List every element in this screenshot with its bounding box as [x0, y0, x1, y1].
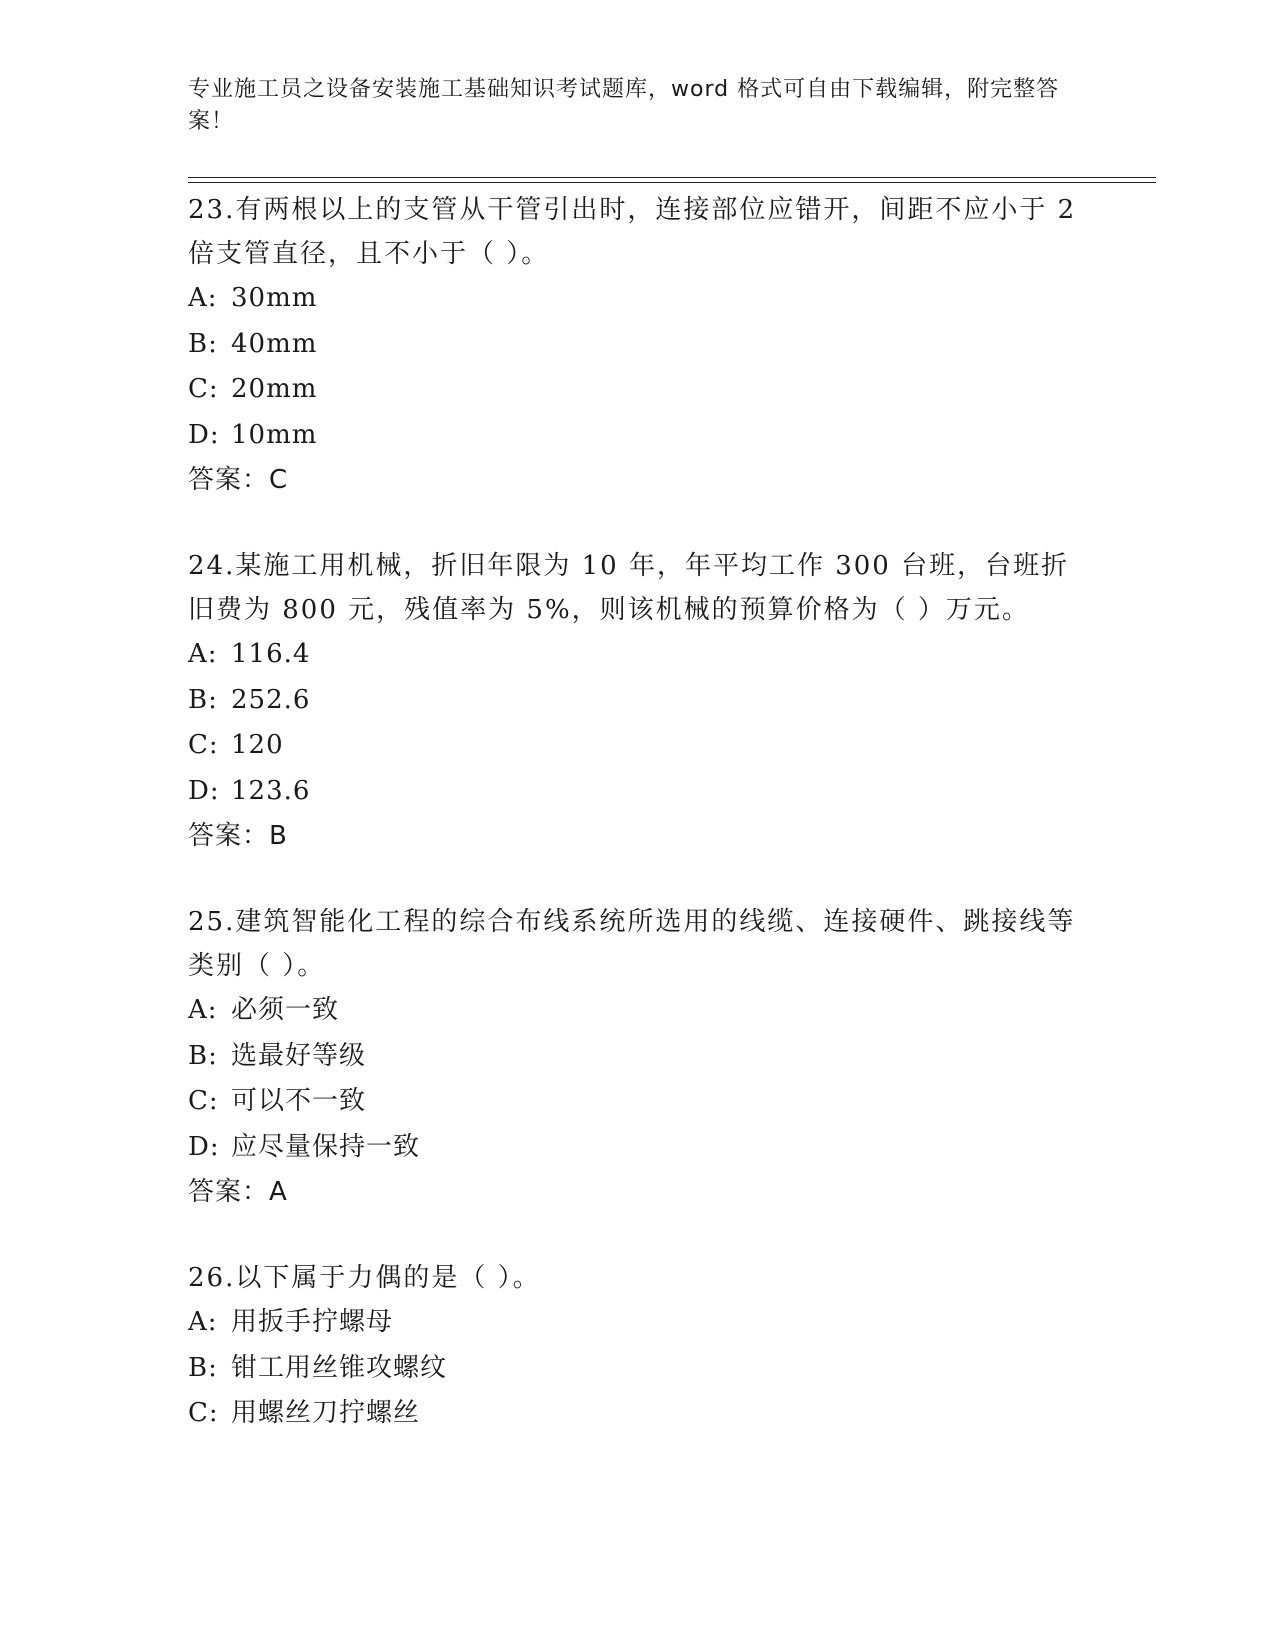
option-a: [188, 988, 1088, 1034]
option-a: [188, 632, 1088, 678]
option-b: [188, 1346, 1088, 1392]
option-text: 10mm: [231, 419, 318, 450]
option-letter: C:: [188, 374, 219, 404]
question-23: [188, 188, 1088, 502]
option-c: [188, 723, 1088, 769]
document-header: 专业施工员之设备安装施工基础知识考试题库，word 格式可自由下载编辑，附完整答案！: [188, 77, 1060, 134]
option-d: [188, 413, 1088, 459]
option-c: [188, 1079, 1088, 1125]
option-d: [188, 769, 1088, 815]
question-list: [188, 188, 1088, 1479]
option-text: 应尽量保持一致: [231, 1131, 421, 1162]
option-text: 120: [231, 730, 284, 760]
option-text: 123.6: [231, 775, 311, 806]
question-25: [188, 900, 1088, 1214]
option-text: 可以不一致: [231, 1086, 367, 1116]
option-text: 20mm: [231, 374, 318, 404]
option-text: 30mm: [231, 283, 318, 313]
option-text: 用螺丝刀拧螺丝: [231, 1398, 421, 1428]
question-text: 25.建筑智能化工程的综合布线系统所选用的线缆、连接硬件、跳接线等类别（ ）。: [188, 907, 1076, 981]
header-rule-bottom: [188, 182, 1156, 183]
question-24: [188, 544, 1088, 858]
option-letter: C:: [188, 730, 219, 760]
option-a: [188, 1300, 1088, 1346]
answer-line: 答案：C: [188, 465, 289, 495]
answer-line: 答案：B: [188, 821, 288, 851]
option-a: [188, 276, 1088, 322]
option-b: [188, 678, 1088, 724]
option-letter: B:: [188, 1352, 218, 1383]
option-letter: B:: [188, 684, 218, 715]
option-letter: D:: [188, 419, 220, 450]
question-26: [188, 1256, 1088, 1437]
option-text: 40mm: [231, 328, 318, 359]
option-text: 选最好等级: [231, 1040, 367, 1071]
option-c: [188, 1391, 1088, 1437]
question-text: 26.以下属于力偶的是（ ）。: [188, 1263, 541, 1293]
answer-line: 答案：A: [188, 1177, 288, 1207]
option-d: [188, 1125, 1088, 1171]
option-text: 必须一致: [231, 995, 340, 1025]
header-rule-top: [188, 177, 1156, 178]
option-letter: C:: [188, 1398, 219, 1428]
option-letter: A:: [188, 995, 218, 1025]
option-text: 252.6: [231, 684, 311, 715]
option-letter: B:: [188, 1040, 218, 1071]
option-letter: A:: [188, 1307, 218, 1337]
option-letter: A:: [188, 283, 218, 313]
option-b: [188, 322, 1088, 368]
option-c: [188, 367, 1088, 413]
option-text: 钳工用丝锥攻螺纹: [231, 1352, 448, 1383]
option-letter: D:: [188, 1131, 220, 1162]
option-letter: C:: [188, 1086, 219, 1116]
option-letter: A:: [188, 639, 218, 669]
option-text: 116.4: [231, 639, 311, 669]
question-text: 23.有两根以上的支管从干管引出时，连接部位应错开，间距不应小于 2 倍支管直径，且不小于（ ）。: [188, 195, 1077, 269]
option-letter: D:: [188, 775, 220, 806]
option-letter: B:: [188, 328, 218, 359]
option-text: 用扳手拧螺母: [231, 1307, 394, 1337]
question-text: 24.某施工用机械，折旧年限为 10 年，年平均工作 300 台班，台班折旧费为 800 元，残值率为 5%，则该机械的预算价格为（ ）万元。: [188, 551, 1070, 625]
option-b: [188, 1034, 1088, 1080]
